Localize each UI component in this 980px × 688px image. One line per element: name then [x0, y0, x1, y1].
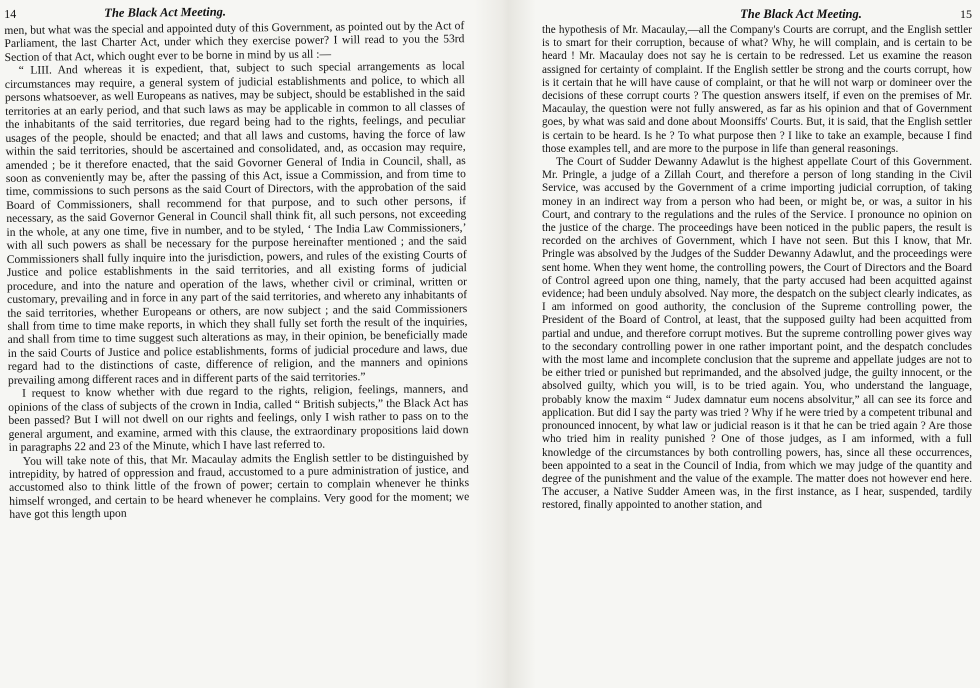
- book-gutter: [474, 0, 536, 688]
- running-title: The Black Act Meeting.: [104, 4, 227, 20]
- page-number: 15: [960, 7, 972, 21]
- page-number: 14: [4, 6, 17, 21]
- running-title: The Black Act Meeting.: [740, 7, 862, 21]
- paragraph: You will take note of this, that Mr. Macaulay admits the English settler to be distinguished by intrepidity, by hatred of oppression and fraud, accustomed to a pure administration of justice, and accustomed also to think little of the frown of power; certain to complain whenever he thinks himself wronged, and certain to be heard whenever he complains. Very good for the moment; we have got this length upon: [8, 449, 470, 522]
- left-page: [0, 0, 479, 688]
- paragraph: men, but what was the special and appointed duty of this Government, as pointed out by the Act of Parliament, the last Charter Act, under which they exercise power? I will read to you the 53rd Section of that Act, which ought ever to be borne in mind by us all :—: [4, 19, 465, 64]
- paragraph: I request to know whether with due regard to the rights, religion, feelings, manners, and opinions of the class of subjects of the crown in India, called “ British subjects,” the Black Act has been passed? But I will not dwell on our rights and feelings, only I wish rather to pass on to the general argument, and examine, armed with this clause, the extraordinary propositions laid down in paragraphs 22 and 23 of the Minute, which I have last referred to.: [8, 382, 469, 454]
- right-page: [538, 0, 974, 688]
- quoted-section-liii: “ LIII. And whereas it is expedient, that, subject to such special arrangements as local circumstances may require, a general system of judicial establishments and police, to which all persons whatsoever, as well Europeans as natives, may be subject, should be established in the said territories at an early period, and that such laws as may be applicable in common to all classes of the inhabitants of the said territories, due regard being had to the rights, feelings, and peculiar usages of the people, should be enacted; and that all laws and customs, having the force of law within the said territories, should be ascertained and consolidated, and, as occasion may require, amended ; be it therefore enacted, that the said Govorner General of India in Council, shall, as soon as conveniently may be, after the passing of this Act, issue a Commission, and from time to time, commissions to such persons as the said Court of Directors, with the approbation of the said Board of Commissioners, shall recommend for that purpose, and to such other persons, if necessary, as the said Governor General in Council shall think fit, all such persons, not exceeding in the whole, at any one time, five in number, and to be styled, ‘ The India Law Commissioners,’ with all such powers as shall be necessary for the purpose hereinafter mentioned ; and the said Commissioners shall fully inquire into the jurisdiction, powers, and rules of the existing Courts of Justice and police establishments in the said territories, and all existing forms of judicial procedure, and into the nature and operation of the laws, whether civil or criminal, written or customary, prevailing and in force in any part of the said territories, and whereto any inhabitants of the said territories, whether Europeans or others, are now subject ; and the said Commissioners shall from time to time make reports, in which they shall fully set forth the result of the inquiries, and shall from time to time suggest such alterations as may, in their opinion, be beneficially made in the said Courts of Justice and police establishments, forms of judicial procedure and laws, due regard had to the distinctions of caste, difference of religion, and the manners and opinions prevailing among different races and in different parts of the said territories.”: [4, 59, 468, 387]
- right-page-header: [542, 4, 972, 24]
- paragraph: The Court of Sudder Dewanny Adawlut is the highest appellate Court of this Government. Mr. Pringle, a judge of a Zillah Court, and therefore a person of long standing in the Civil Service, was accused by the Government of a crime importing judicial corruption, of taking money in an indirect way from a person who had been, or might be, or was, a suitor in his Court, and contrary to the regulations and the rules of the Service. I pronounce no opinion on the justice of the charge. The proceedings have been noticed in the public papers, the result is recorded on the archives of Government, which I have not seen. But this I know, that Mr. Pringle was absolved by the Judges of the Sudder Dewanny Adawlut, and the proceedings were sent home. When they went home, the controlling powers, the Court of Directors and the Board of Control agreed upon one thing, namely, that the party accused had been acquitted against evidence; had been unduly absolved. Nay more, the despatch on the subject clearly indicates, as I am informed on good authority, the conclusion of the Supreme controlling power, the President of the Board of Control, at least, that the supposed guilty had been acquitted from partial and undue, and therefore corrupt motives. But the supreme controlling power gives way to the secondary controlling power in one rather important point, and the despatch concludes with the most lame and incomplete conclusion that the supreme and appellate judges are not to be either tried or punished but reprimanded, and the absolved judge, the guilty innocent, or the absolved guilty, which you will, is to be tried again. You, who understand the language, probably know the maxim “ Judex damnatur eum nocens absolvitur,” all can see its force and application. But did I say the party was tried ? Why if he were tried by a competent tribunal and pronounced innocent, by what law or judicial reason is it that he can be tried again ? Are those who tried him in reality punished ? One of those judges, as I am informed, with a full knowledge of the circumstances by both controlling powers, has, since all these occurrences, been appointed to a seat in the Council of India, from which we may judge of the quantity and degree of the punishment and the value of the example. The matter does not however end here. The accuser, a Native Sudder Ameen was, in the first instance, as I hear, suspended, tardily restored, finally appointed to another station, and: [542, 156, 972, 512]
- paragraph: the hypothesis of Mr. Macaulay,—all the Company's Courts are corrupt, and the English settler is to smart for their corruption, because of what? Why, he will complain, and is certain to be heard ! Mr. Macaulay does not say he is certain to be redressed. Let us examine the reason assigned for certainty of complaint. If the English settler be strong and the courts corrupt, how is it certain that he will have cause of complaint, or that he will not warp or domineer over the decisions of these corrupt courts ? The question answers itself, if even on the premises of Mr. Macaulay, the question were not fully answered, as far as his opinion and that of Government goes, by what was said and done about Moonsiffs' Courts. But, it is said, that the English settler is certain to be heard. Is he ? To what purpose then ? I like to take an example, because I find those examples tell, and are more to the purpose in life than general reasonings.: [542, 24, 972, 155]
